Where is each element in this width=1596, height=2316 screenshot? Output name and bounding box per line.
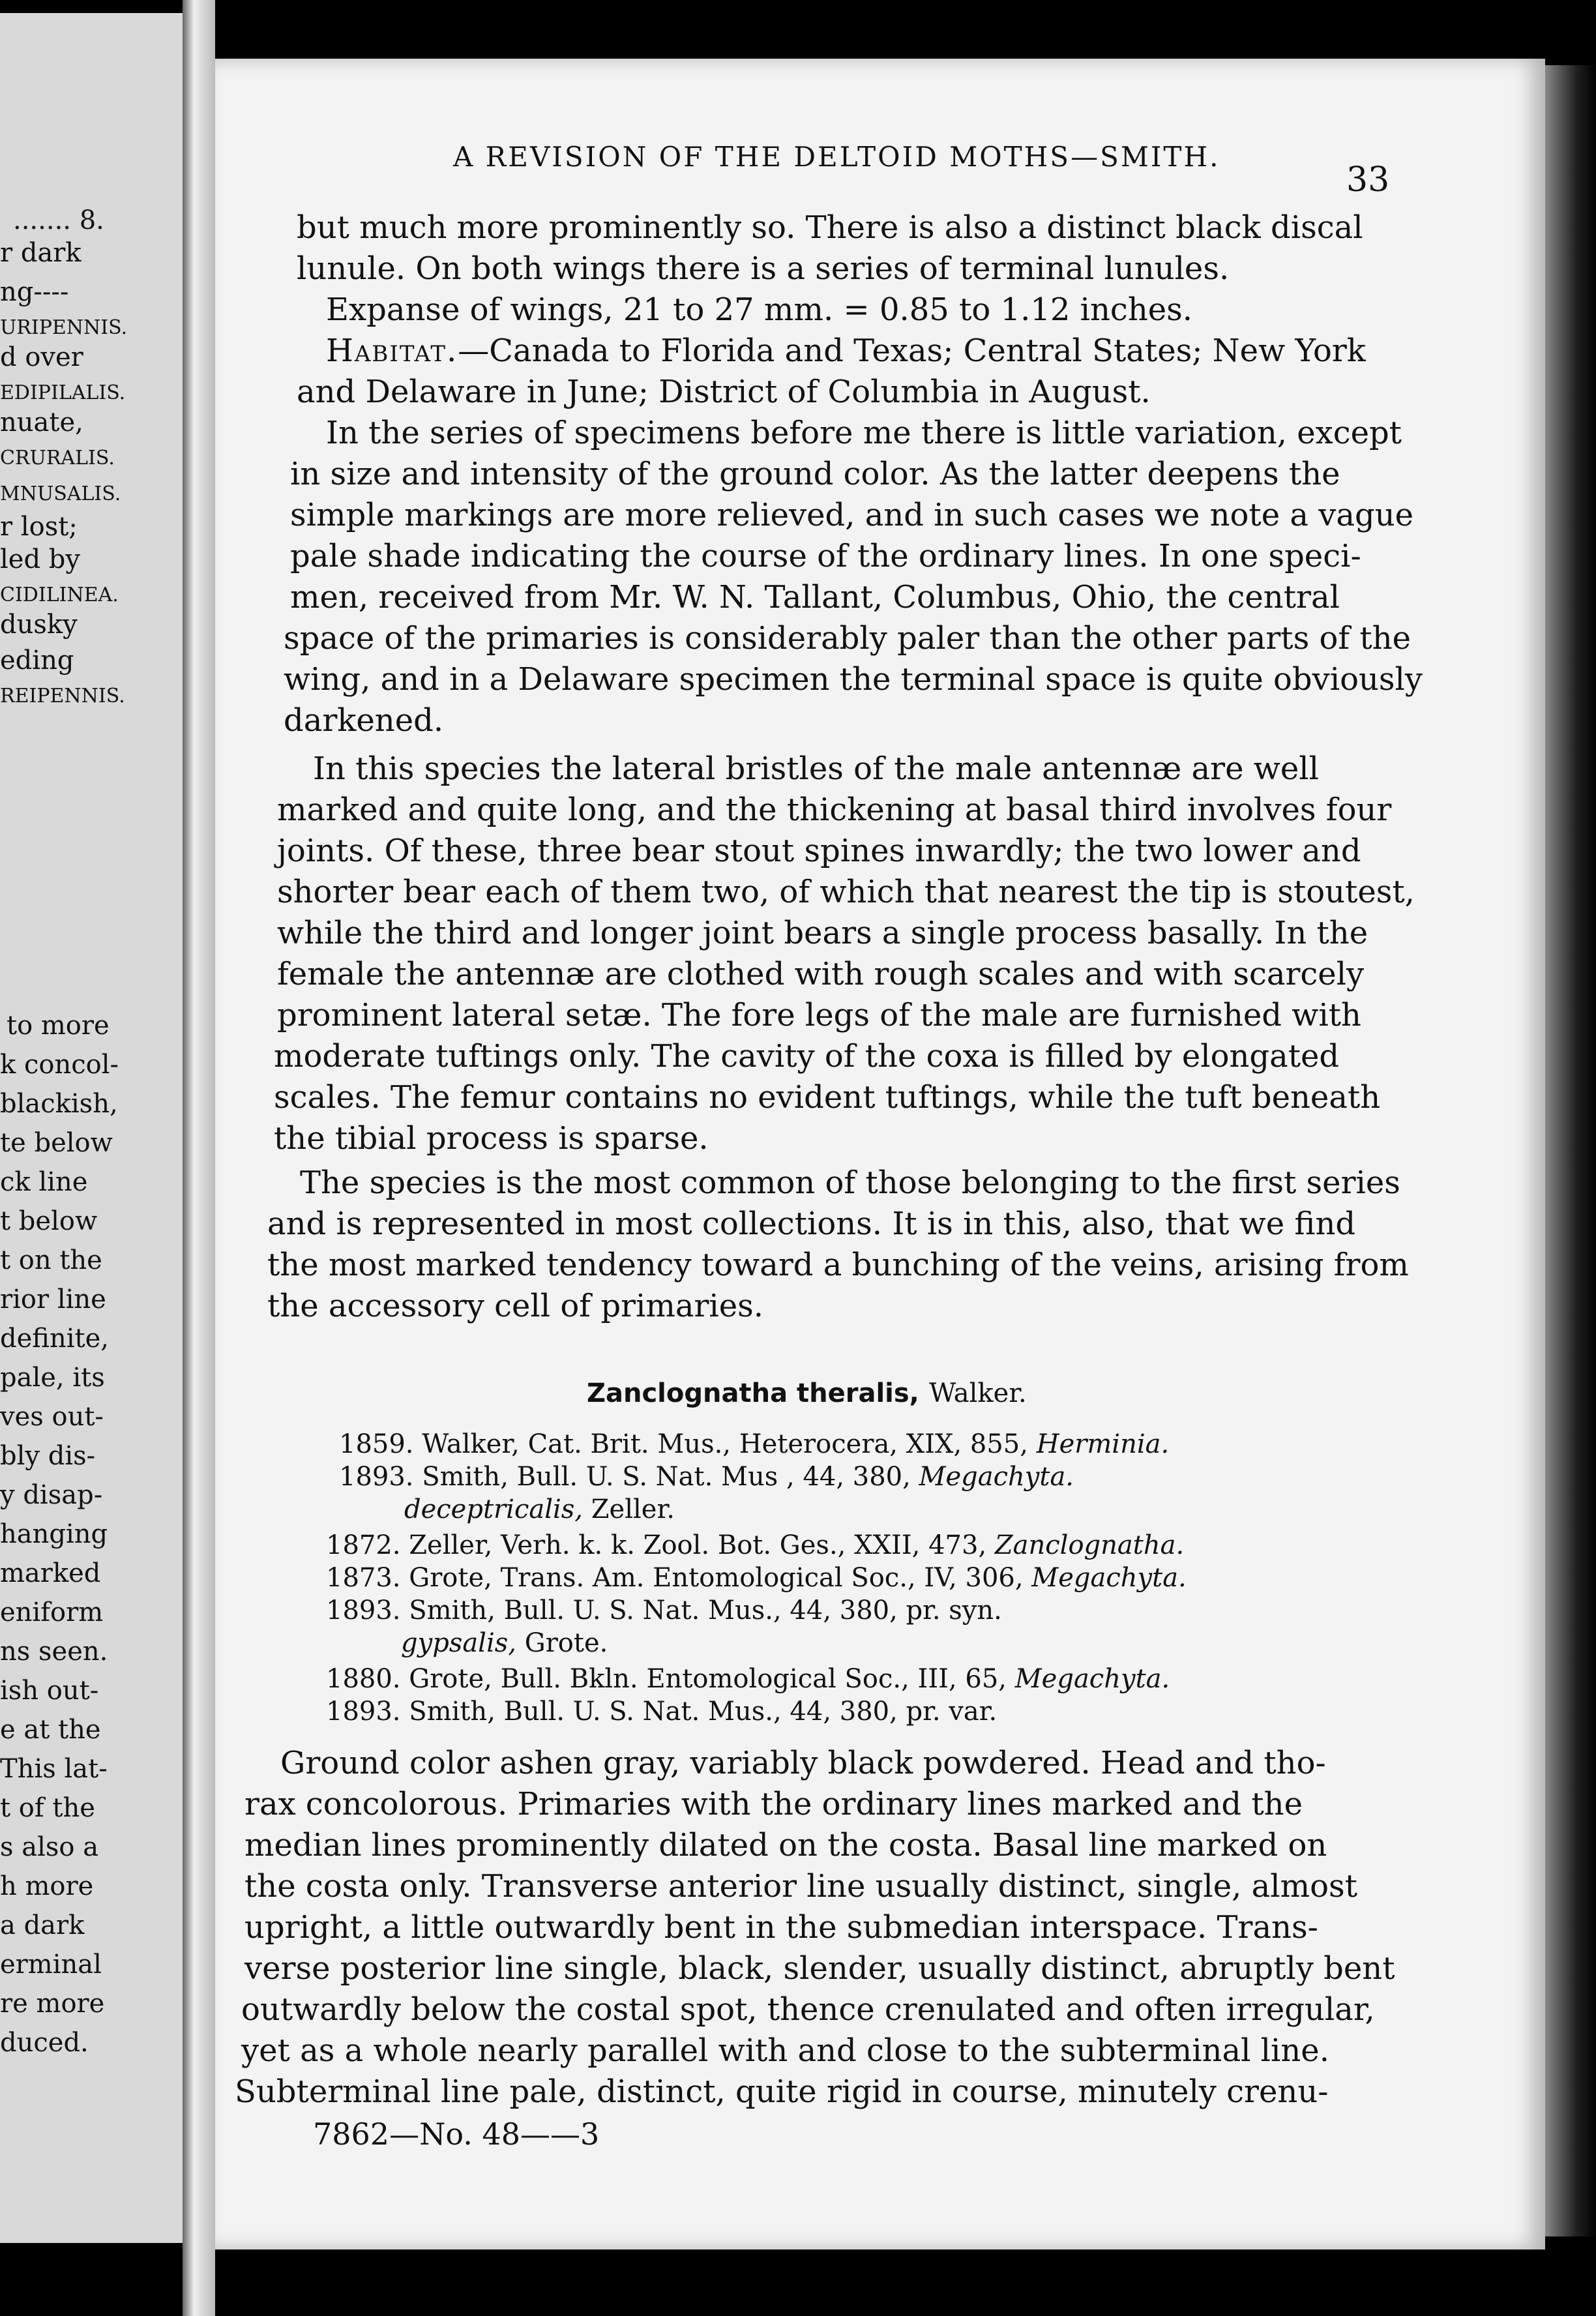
text-line: outwardly below the costal spot, thence crenulated and often irregular,: [241, 1991, 1375, 2028]
text-line: space of the primaries is considerably paler than the other parts of the: [284, 620, 1411, 657]
left-fragment-line: definite,: [0, 1324, 109, 1354]
ref-year: 1893.: [326, 1697, 401, 1727]
text-line: yet as a whole nearly parallel with and close to the subterminal line.: [241, 2032, 1329, 2069]
text-line: the tibial process is sparse.: [274, 1120, 709, 1157]
left-fragment-line: nuate,: [0, 408, 83, 438]
text-line: moderate tuftings only. The cavity of the coxa is filled by elongated: [274, 1038, 1340, 1075]
synonym-line: [404, 1496, 675, 1522]
left-fragment-line: r dark: [0, 238, 81, 268]
page-edge-shadow: [1545, 65, 1596, 2236]
habitat-label: Habitat.: [326, 333, 458, 369]
text-line: rax concolorous. Primaries with the ordinary lines marked and the: [244, 1786, 1303, 1822]
text-line: prominent lateral setæ. The fore legs of the male are furnished with: [277, 997, 1361, 1033]
synonym-author: Grote.: [524, 1628, 608, 1658]
text-line: simple markings are more relieved, and in such cases we note a vague: [290, 497, 1414, 533]
ref-text: Walker, Cat. Brit. Mus., Heterocera, XIX, 855,: [422, 1429, 1028, 1459]
left-fragment-line: e at the: [0, 1715, 101, 1745]
reference-line: [339, 1431, 1169, 1457]
left-fragment-line: ck line: [0, 1167, 88, 1197]
ref-genus: Megachyta.: [919, 1462, 1074, 1492]
left-fragment-line: ....... 8.: [13, 205, 104, 235]
left-fragment-line: t on the: [0, 1245, 102, 1275]
ref-year: 1880.: [326, 1664, 401, 1694]
left-fragment-line: ish out-: [0, 1676, 99, 1706]
species-name: Zanclognatha theralis,: [587, 1378, 919, 1408]
left-fragment-line: to more: [7, 1011, 110, 1041]
reference-line: [326, 1699, 997, 1725]
text-line: upright, a little outwardly bent in the submedian interspace. Trans-: [244, 1909, 1318, 1946]
left-fragment-line: dusky: [0, 610, 78, 640]
text-line: median lines prominently dilated on the costa. Basal line marked on: [244, 1827, 1327, 1863]
left-fragment-line: a dark: [0, 1910, 85, 1940]
ref-text: Grote, Bull. Bkln. Entomological Soc., III, 65,: [409, 1664, 1007, 1694]
text-line: the most marked tendency toward a bunching of the veins, arising from: [267, 1247, 1409, 1283]
synonym-author: Zeller.: [591, 1494, 675, 1524]
left-fragment-line: This lat-: [0, 1754, 108, 1784]
text-line: the costa only. Transverse anterior line usually distinct, single, almost: [244, 1868, 1357, 1905]
left-fragment-line: erminal: [0, 1950, 102, 1980]
habitat-text: —Canada to Florida and Texas; Central States; New York: [458, 333, 1366, 369]
ref-genus: Megachyta.: [1014, 1664, 1170, 1694]
left-fragment-line: t of the: [0, 1793, 95, 1823]
left-fragment-line: eding: [0, 646, 74, 676]
reference-line: [326, 1666, 1170, 1692]
left-fragment-line: d over: [0, 342, 83, 372]
page-number: 33: [1346, 160, 1390, 200]
text-line: darkened.: [284, 702, 444, 739]
text-line: The species is the most common of those belonging to the first series: [300, 1165, 1400, 1201]
text-line: In this species the lateral bristles of the male antennæ are well: [313, 750, 1319, 787]
running-title: A REVISION OF THE DELTOID MOTHS—SMITH.: [453, 141, 1220, 173]
right-page: [215, 59, 1545, 2249]
ref-genus: Herminia.: [1036, 1429, 1170, 1459]
text-line: pale shade indicating the course of the ordinary lines. In one speci-: [290, 538, 1361, 574]
left-fragment-line: te below: [0, 1128, 113, 1158]
ref-year: 1893.: [339, 1462, 414, 1492]
ref-genus: Zanclognatha.: [994, 1530, 1185, 1560]
species-heading: [587, 1376, 1027, 1407]
left-fragment-line: ves out-: [0, 1402, 104, 1432]
left-fragment-line: marked: [0, 1558, 101, 1588]
ref-year: 1893.: [326, 1596, 401, 1626]
reference-line: [339, 1464, 1074, 1490]
ref-text: Grote, Trans. Am. Entomological Soc., IV, 306,: [409, 1563, 1024, 1593]
reference-line: [326, 1532, 1184, 1558]
species-author: Walker.: [929, 1378, 1027, 1408]
text-line: In the series of specimens before me there is little variation, except: [326, 415, 1402, 451]
left-fragment-line: k concol-: [0, 1050, 119, 1080]
text-line: Ground color ashen gray, variably black powdered. Head and tho-: [280, 1745, 1326, 1781]
left-fragment-line: URIPENNIS.: [0, 316, 128, 339]
ref-year: 1873.: [326, 1563, 401, 1593]
text-line: the accessory cell of primaries.: [267, 1288, 764, 1324]
ref-genus: Megachyta.: [1031, 1563, 1187, 1593]
left-fragment-line: y disap-: [0, 1480, 103, 1510]
text-line: and Delaware in June; District of Columbia in August.: [297, 374, 1151, 410]
left-fragment-line: h more: [0, 1871, 94, 1901]
synonym-name: gypsalis,: [401, 1628, 517, 1658]
left-fragment-line: rior line: [0, 1284, 106, 1314]
left-fragment-line: bly dis-: [0, 1441, 96, 1471]
synonym-name: deceptricalis,: [404, 1494, 584, 1524]
text-line: lunule. On both wings there is a series of terminal lunules.: [297, 250, 1230, 287]
ref-year: 1859.: [339, 1429, 414, 1459]
left-fragment-line: led by: [0, 544, 80, 574]
left-fragment-line: hanging: [0, 1519, 108, 1549]
left-fragment-line: t below: [0, 1206, 98, 1236]
reference-line: [326, 1565, 1187, 1591]
reference-line: [326, 1597, 1002, 1624]
ref-text: Zeller, Verh. k. k. Zool. Bot. Ges., XXII, 473,: [409, 1530, 987, 1560]
left-fragment-line: s also a: [0, 1832, 99, 1862]
ref-text: Smith, Bull. U. S. Nat. Mus , 44, 380,: [422, 1462, 911, 1492]
left-fragment-line: blackish,: [0, 1089, 118, 1119]
synonym-line: [401, 1630, 608, 1656]
expanse-line: Expanse of wings, 21 to 27 mm. = 0.85 to 1.12 inches.: [326, 291, 1193, 328]
text-line: verse posterior line single, black, slender, usually distinct, abruptly bent: [244, 1950, 1395, 1987]
text-line: men, received from Mr. W. N. Tallant, Columbus, Ohio, the central: [290, 579, 1340, 616]
text-line: while the third and longer joint bears a single process basally. In the: [277, 915, 1368, 951]
left-fragment-line: EDIPILALIS.: [0, 381, 126, 404]
left-fragment-line: REIPENNIS.: [0, 685, 125, 707]
text-line: joints. Of these, three bear stout spines inwardly; the two lower and: [277, 833, 1361, 869]
text-line: but much more prominently so. There is also a distinct black discal: [297, 209, 1363, 246]
book-gutter: [183, 0, 215, 2316]
text-line: and is represented in most collections. It is in this, also, that we find: [267, 1206, 1356, 1242]
ref-text: Smith, Bull. U. S. Nat. Mus., 44, 380, pr. var.: [409, 1697, 998, 1727]
text-line: in size and intensity of the ground color. As the latter deepens the: [290, 456, 1340, 492]
ref-year: 1872.: [326, 1530, 401, 1560]
text-line: shorter bear each of them two, of which that nearest the tip is stoutest,: [277, 874, 1415, 910]
left-fragment-line: pale, its: [0, 1363, 105, 1393]
left-fragment-line: CIDILINEA.: [0, 584, 119, 606]
left-fragment-line: r lost;: [0, 512, 78, 542]
text-line: wing, and in a Delaware specimen the terminal space is quite obviously: [284, 661, 1423, 698]
left-page-fragment: [0, 13, 189, 2243]
text-line: scales. The femur contains no evident tuftings, while the tuft beneath: [274, 1079, 1381, 1116]
left-fragment-line: duced.: [0, 2028, 89, 2058]
left-fragment-line: ns seen.: [0, 1637, 108, 1667]
left-fragment-line: ng----: [0, 277, 69, 307]
left-fragment-line: eniform: [0, 1597, 104, 1627]
text-line: Subterminal line pale, distinct, quite rigid in course, minutely crenu-: [235, 2073, 1329, 2110]
left-fragment-line: re more: [0, 1989, 105, 2019]
left-fragment-line: MNUSALIS.: [0, 482, 121, 505]
text-line: female the antennæ are clothed with rough scales and with scarcely: [277, 956, 1365, 992]
text-line: marked and quite long, and the thickening at basal third involves four: [277, 792, 1392, 828]
ref-text: Smith, Bull. U. S. Nat. Mus., 44, 380, pr. syn.: [409, 1596, 1002, 1626]
signature-mark: 7862—No. 48——3: [313, 2116, 600, 2152]
habitat-line: [326, 333, 1366, 369]
left-fragment-line: CRURALIS.: [0, 447, 115, 469]
